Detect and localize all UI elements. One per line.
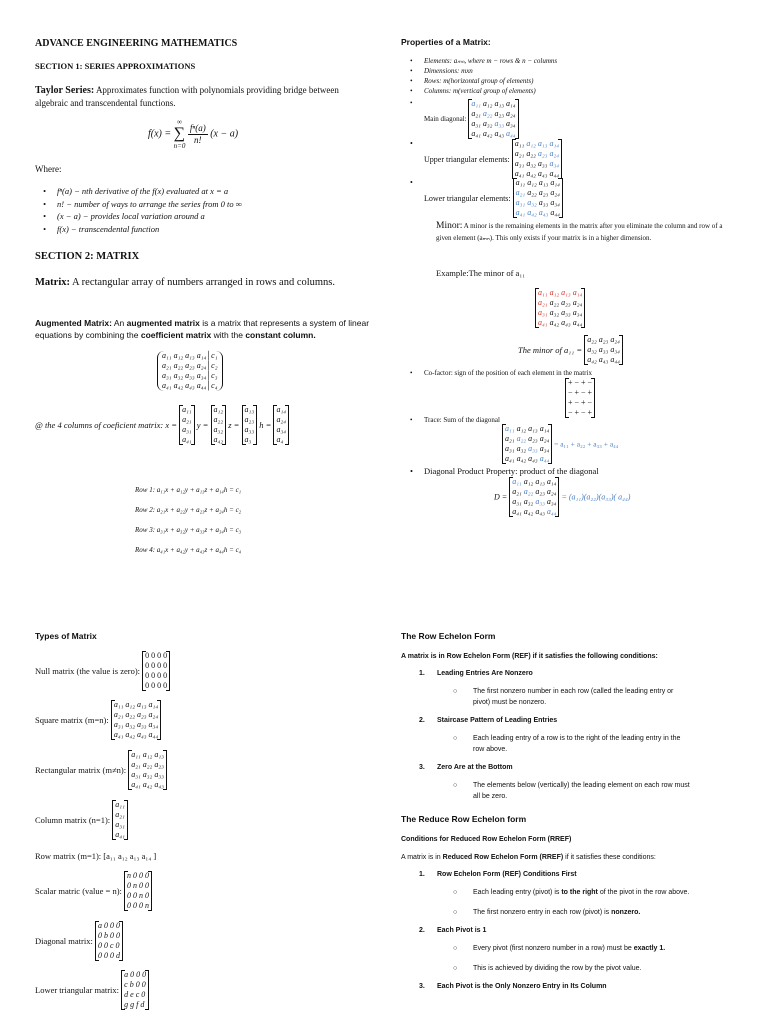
scalar-matrix-row: Scalar matric (value = n): n 0 0 0 0 n 0 0 0 0 n 0 0 0 0 n <box>35 871 152 911</box>
minor-paragraph: Minor: A minor is the remaining elements in the matrix after you eliminate the column and row of a given element (aₘₙ). This only exists if your matrix is in a higher dimension. <box>436 221 723 242</box>
taylor-formula: f(x) = ∞ ∑ n=0 fⁿ(a) n! (x − a) <box>148 118 239 150</box>
augmented-matrix: a₁₁ a₁₂ a₁₃ a₁₄│c₁ a₂₁ a₂₂ a₂₃ a₂₄│c₂ a₃₁ a₃₂ a₃₃ a₃₄│c₃ a₄₁ a₄₂ a₄₃ a₄₄│c₄ <box>157 351 223 391</box>
minor-example-matrix: a₁₁ a₁₂ a₁₃ a₁₄ a₂₁ a₂₂ a₂₃ a₂₄ a₃₁ a₃₂ a₃₃ a₃₄ a₄₁ a₄₂ a₄₃ a₄₄ <box>535 288 585 328</box>
ref-section <box>401 631 731 990</box>
properties-title: Properties of a Matrix: <box>401 37 491 47</box>
taylor-paragraph: Taylor Series: Approximates function with polynomials providing bridge between algebraic and transcendental functions. <box>35 85 339 108</box>
upper-triangular-row: • Upper triangular elements: a₁₁ a₁₂ a₁₃ a₁₄ a₂₁ a₂₂ a₂₃ a₂₄ a₃₁ a₃₂ a₃₃ a₃₄ a₄₁ a₄₂ a₄₃ a₄₄ <box>402 139 562 179</box>
section1-heading: SECTION 1: SERIES APPROXIMATIONS <box>35 61 196 71</box>
rref-sub-1b: ○ The first nonzero entry in each row (pivot) is nonzero. <box>453 909 641 916</box>
row-equation: Row 4: a₄₁x + a₄₂y + a₄₃z + a₄₄h = c₄ <box>135 546 242 554</box>
trace-item: • Trace: Sum of the diagonal <box>402 415 732 425</box>
ref-item-1: 1. Leading Entries Are Nonzero <box>419 670 533 677</box>
rref-title: The Reduce Row Echelon form <box>401 814 527 824</box>
rref-conditions: Conditions for Reduced Row Echelon Form (RREF) <box>401 836 572 843</box>
ref-sub-2: ○ Each leading entry of a row is to the right of the leading entry in the row above. <box>453 735 681 753</box>
row-equations <box>135 480 241 560</box>
bullet-item: • (x − a) − provides local variation around a <box>35 210 375 223</box>
diagonal-matrix-row: Diagonal matrix: a 0 0 0 0 b 0 0 0 0 c 0 0 0 0 d <box>35 921 123 961</box>
row-equation: Row 3: a₃₁x + a₃₂y + a₃₃z + a₃₄h = c₃ <box>135 526 242 534</box>
matrix-definition: Matrix: A rectangular array of numbers arranged in rows and columns. <box>35 277 336 288</box>
cofactor-item: • Co-factor: sign of the position of each element in the matrix <box>402 368 732 378</box>
row-equation: Row 2: a₂₁x + a₂₂y + a₂₃z + a₂₄h = c₂ <box>135 506 242 514</box>
taylor-bullets <box>35 185 375 235</box>
property-item: • Elements: aₘₙ, where m − rows & n − columns <box>402 56 732 66</box>
types-title: Types of Matrix <box>35 631 97 641</box>
doc-title: ADVANCE ENGINEERING MATHEMATICS <box>35 38 238 49</box>
row-matrix: Row matrix (m=1): [a₁₁ a₁₂ a₁₃ a₁₄ ] <box>35 851 157 861</box>
rectangular-matrix-row: Rectangular matrix (m≠n): a₁₁ a₁₂ a₁₃ a₂₁ a₂₂ a₂₃ a₃₁ a₃₂ a₃₃ a₄₁ a₄₂ a₄₃ <box>35 750 167 790</box>
ref-item-3: 3. Zero Are at the Bottom <box>419 764 513 771</box>
rref-intro: A matrix is in Reduced Row Echelon Form (RREF) if it satisfies these conditions: <box>401 854 656 861</box>
rref-sub-1a: ○ Each leading entry (pivot) is to the right of the pivot in the row above. <box>453 889 690 896</box>
bullet-item: • n! − number of ways to arrange the series from 0 to ∞ <box>35 198 375 211</box>
dpp-row: D = a₁₁ a₁₂ a₁₃ a₁₄ a₂₁ a₂₂ a₂₃ a₂₄ a₃₁ a₃₂ a₃₃ a₃₄ a₄₁ a₄₂ a₄₃ a₄₄ = (a₁₁)(a₂₂)(a₃₃)( a₄₄) <box>494 477 631 516</box>
properties-list <box>402 56 732 96</box>
ref-sub-3: ○ The elements below (vertically) the leading element on each row must all be zero. <box>453 782 690 800</box>
dpp-item: • Diagonal Product Property: product of the diagonal <box>402 466 732 476</box>
rref-item-1: 1. Row Echelon Form (REF) Conditions First <box>419 871 577 878</box>
augmented-paragraph: Augmented Matrix: An augmented matrix is a matrix that represents a system of linear equations by combining the coefficient matrix with the constant column. <box>35 318 370 340</box>
bullet-item: • fⁿ(a) − nth derivative of the f(x) evaluated at x = a <box>35 185 375 198</box>
ref-intro: A matrix is in Row Echelon Form (REF) if it satisfies the following conditions: <box>401 653 658 660</box>
minor-result: The minor of a₁₁ = a₂₂ a₂₃ a₂₄ a₃₂ a₃₃ a₃₄ a₄₂ a₄₃ a₄₄ <box>518 335 623 365</box>
section2-heading: SECTION 2: MATRIX <box>35 251 140 262</box>
trace-row: a₁₁ a₁₂ a₁₃ a₁₄ a₂₁ a₂₂ a₂₃ a₂₄ a₃₁ a₃₂ a₃₃ a₃₄ a₄₁ a₄₂ a₄₃ a₄₄ = a₁₁ + a₂₂ + a₃₃ + a₄₄ <box>502 424 618 464</box>
property-item: • Dimensions: mxn <box>402 66 732 76</box>
rref-item-2: 2. Each Pivot is 1 <box>419 927 487 934</box>
null-matrix-row: Null matrix (the value is zero): 0 0 0 0 0 0 0 0 0 0 0 0 0 0 0 0 <box>35 651 170 691</box>
column-vectors: @ the 4 columns of coeficient matrix: x = a₁₁ a₂₁ a₃₁ a₄₁ y = a₁₂ a₂₂ a₃₂ a₄₂ z = a₁₃ a₂₃ a₃₃ a₃ h = a₁₄ a₂₄ a₃₄ a₄ <box>35 405 289 445</box>
ref-sub-1: ○ The first nonzero number in each row (called the leading entry or pivot) must be nonzero. <box>453 688 674 706</box>
square-matrix-row: Square matrix (m=n): a₁₁ a₁₂ a₁₃ a₁₄ a₂₁ a₂₂ a₂₃ a₂₄ a₃₁ a₃₂ a₃₃ a₃₄ a₄₁ a₄₂ a₄₃ a₄₄ <box>35 700 161 740</box>
where-label: Where: <box>35 164 62 174</box>
property-item: • Columns: m(vertical group of elements) <box>402 86 732 96</box>
lower-triangular-row: • Lower triangular elements: a₁₁ a₁₂ a₁₃ a₁₄ a₂₁ a₂₂ a₂₃ a₂₄ a₃₁ a₃₂ a₃₃ a₃₄ a₄₁ a₄₂ a₄₃ a₄₄ <box>402 178 563 218</box>
column-matrix-row: Column matrix (n=1): a₁₁ a₂₁ a₃₁ a₄₁ <box>35 800 128 840</box>
row-equation: Row 1: a₁₁x + a₁₂y + a₁₃z + a₁₄h = c₁ <box>135 486 242 494</box>
rref-item-3: 3. Each Pivot is the Only Nonzero Entry in Its Column <box>419 983 607 990</box>
ref-title: The Row Echelon Form <box>401 631 496 641</box>
rref-sub-2b: ○ This is achieved by dividing the row by the pivot value. <box>453 965 642 972</box>
main-diagonal-row: • Main diagonal: a₁₁ a₁₂ a₁₃ a₁₄ a₂₁ a₂₂ a₂₃ a₂₄ a₃₁ a₃₂ a₃₃ a₃₄ a₄₁ a₄₂ a₄₃ a₄₄ <box>402 99 519 139</box>
lower-tri-matrix-row: Lower triangular matrix: a 0 0 0 c b 0 0 d e c 0 g g f d <box>35 970 149 1010</box>
bullet-item: • f(x) − transcendental function <box>35 223 375 236</box>
property-item: • Rows: m(horizontal group of elements) <box>402 76 732 86</box>
ref-item-2: 2. Staircase Pattern of Leading Entries <box>419 717 558 724</box>
cofactor-matrix: + − + − − + − + + − + − − + − + <box>565 378 595 418</box>
minor-example-label: Example:The minor of a₁₁ <box>436 268 526 278</box>
rref-sub-2a: ○ Every pivot (first nonzero number in a row) must be exactly 1. <box>453 945 666 952</box>
